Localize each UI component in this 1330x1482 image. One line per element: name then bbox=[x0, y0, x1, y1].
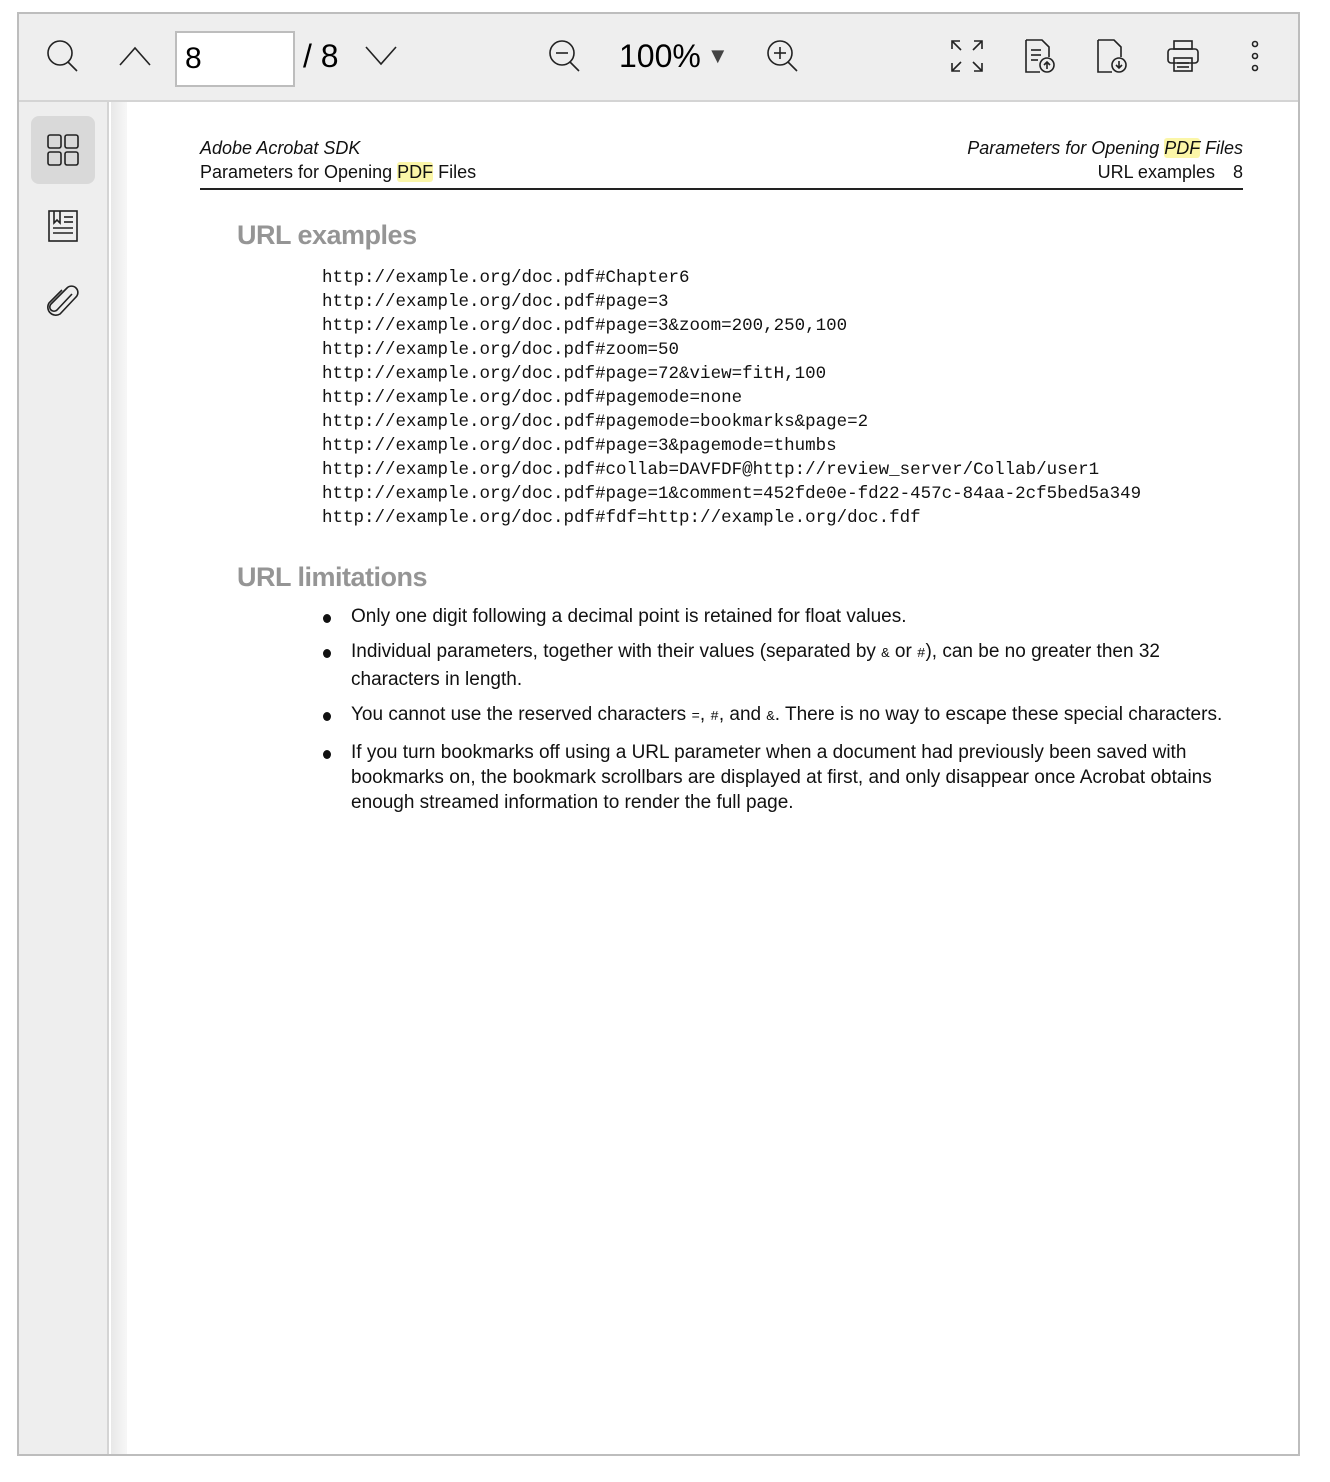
bookmarks-button[interactable] bbox=[31, 192, 95, 260]
zoom-level-dropdown[interactable] bbox=[619, 38, 729, 75]
printer-icon bbox=[1165, 38, 1201, 74]
header-chapter-title bbox=[967, 138, 1243, 159]
section-heading-url-limitations: URL limitations bbox=[237, 562, 428, 592]
list-text: Individual parameters, together with their values (separated by bbox=[351, 641, 882, 662]
header-text: Files bbox=[1199, 138, 1243, 158]
code-line: http://example.org/doc.pdf#page=1&comment=452fde0e-fd22-457c-84aa-2cf5bed5a349 bbox=[322, 484, 1142, 504]
list-item bbox=[322, 639, 1252, 692]
download-button[interactable] bbox=[1091, 36, 1131, 76]
list-text: If you turn bookmarks off using a URL parameter when a document had previously been saved with bookmarks on, the bookmark scrollbars are displayed at first, and only disappear once Acrobat obtains enough streamed information to render the full page. bbox=[351, 742, 1212, 813]
zoom-out-button[interactable] bbox=[545, 36, 585, 76]
thumbnails-icon bbox=[45, 132, 81, 168]
zoom-in-button[interactable] bbox=[763, 36, 803, 76]
chevron-up-icon bbox=[117, 38, 153, 74]
header-section-title: URL examples bbox=[1097, 162, 1215, 182]
list-item bbox=[322, 604, 1252, 629]
dropdown-arrow-icon: ▼ bbox=[706, 43, 729, 68]
code-char: & bbox=[881, 646, 890, 662]
pdf-page bbox=[127, 102, 1298, 1454]
code-line: http://example.org/doc.pdf#pagemode=none bbox=[322, 388, 743, 408]
page-header bbox=[200, 138, 1243, 190]
zoom-in-icon bbox=[765, 38, 801, 74]
header-section bbox=[1098, 162, 1243, 183]
code-char: = bbox=[691, 709, 700, 725]
header-page-number: 8 bbox=[1232, 162, 1243, 182]
fullscreen-icon bbox=[949, 38, 985, 74]
code-line: http://example.org/doc.pdf#zoom=50 bbox=[322, 340, 680, 360]
list-text: You cannot use the reserved characters bbox=[351, 704, 692, 725]
sidebar bbox=[19, 102, 109, 1454]
header-doc-subtitle bbox=[200, 162, 476, 183]
attachments-button[interactable] bbox=[31, 268, 95, 336]
document-download-icon bbox=[1093, 38, 1129, 74]
code-line: http://example.org/doc.pdf#fdf=http://example.org/doc.fdf bbox=[322, 508, 921, 528]
section-heading-url-examples: URL examples bbox=[237, 220, 417, 250]
list-item bbox=[322, 702, 1252, 730]
code-char: # bbox=[917, 646, 926, 662]
list-text: Only one digit following a decimal point is retained for float values. bbox=[351, 606, 907, 627]
list-text: . There is no way to escape these special characters. bbox=[774, 704, 1223, 725]
search-button[interactable] bbox=[43, 36, 83, 76]
code-line: http://example.org/doc.pdf#page=3&zoom=200,250,100 bbox=[322, 316, 848, 336]
thumbnails-button[interactable] bbox=[31, 116, 95, 184]
code-line: http://example.org/doc.pdf#collab=DAVFDF@http://review_server/Collab/user1 bbox=[322, 460, 1100, 480]
list-item bbox=[322, 740, 1252, 815]
list-text: ), can be no greater then 32 characters in length. bbox=[351, 641, 1160, 690]
code-char: # bbox=[710, 709, 719, 725]
paperclip-icon bbox=[45, 284, 81, 320]
limitations-list bbox=[322, 604, 1252, 825]
zoom-level: 100% bbox=[619, 38, 701, 74]
header-text: Parameters for Opening bbox=[967, 138, 1165, 158]
code-line: http://example.org/doc.pdf#page=3&pagemode=thumbs bbox=[322, 436, 837, 456]
page-number-input[interactable]: 8 bbox=[175, 31, 295, 87]
zoom-out-icon bbox=[547, 38, 583, 74]
more-vertical-icon bbox=[1237, 38, 1273, 74]
bookmark-document-icon bbox=[45, 208, 81, 244]
header-doc-title: Adobe Acrobat SDK bbox=[200, 138, 361, 158]
toolbar bbox=[19, 14, 1298, 102]
chevron-down-icon bbox=[363, 38, 399, 74]
code-line: http://example.org/doc.pdf#Chapter6 bbox=[322, 268, 690, 288]
url-examples-code bbox=[322, 266, 1141, 530]
header-text: Parameters for Opening bbox=[200, 162, 398, 182]
code-line: http://example.org/doc.pdf#page=72&view=fitH,100 bbox=[322, 364, 827, 384]
previous-page-button[interactable] bbox=[115, 36, 155, 76]
page-gutter bbox=[111, 102, 127, 1454]
print-button[interactable] bbox=[1163, 36, 1203, 76]
document-upload-icon bbox=[1021, 38, 1057, 74]
header-text: Files bbox=[433, 162, 477, 182]
search-highlight: PDF bbox=[397, 162, 434, 182]
upload-document-button[interactable] bbox=[1019, 36, 1059, 76]
code-char: & bbox=[766, 709, 775, 725]
fullscreen-button[interactable] bbox=[947, 36, 987, 76]
next-page-button[interactable] bbox=[361, 36, 401, 76]
pdf-viewer bbox=[17, 12, 1300, 1456]
list-text: , bbox=[699, 704, 711, 725]
list-text: , and bbox=[718, 704, 767, 725]
code-line: http://example.org/doc.pdf#pagemode=bookmarks&page=2 bbox=[322, 412, 869, 432]
code-line: http://example.org/doc.pdf#page=3 bbox=[322, 292, 669, 312]
page-total: / 8 bbox=[303, 38, 339, 74]
more-options-button[interactable] bbox=[1235, 36, 1275, 76]
list-text: or bbox=[889, 641, 918, 662]
search-highlight: PDF bbox=[1164, 138, 1200, 158]
search-icon bbox=[45, 38, 81, 74]
